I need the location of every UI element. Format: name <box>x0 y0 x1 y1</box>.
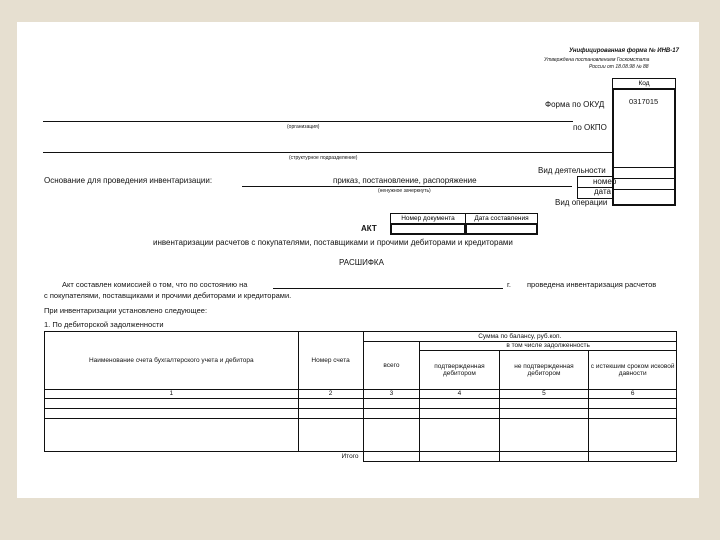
date-label: дата <box>594 187 611 196</box>
col-expired-header: с истекшим сроком исковой давности <box>589 351 677 390</box>
doc-number-header: Номер документа <box>390 213 466 224</box>
appendix-title: РАСШИФКА <box>339 258 384 267</box>
org-line <box>43 121 573 122</box>
basis-caption: (ненужное зачеркнуть) <box>378 188 431 194</box>
body-line1-right: проведена инвентаризация расчетов <box>527 280 657 289</box>
num-cell: 6 <box>589 390 677 399</box>
doc-date-cell <box>465 223 538 235</box>
table-row <box>45 409 677 419</box>
body-line3: При инвентаризации установлено следующее: <box>44 306 208 315</box>
table-row <box>45 390 677 399</box>
table-row <box>45 399 677 409</box>
col-total-header: всего <box>363 342 420 390</box>
table-row <box>45 419 677 452</box>
act-subtitle: инвентаризации расчетов с покупателями, поставщиками и прочими дебиторами и кредиторами <box>153 238 513 247</box>
form-sheet <box>17 22 699 498</box>
okud-code: 0317015 <box>629 97 659 106</box>
approved-line2: России от 18.08.98 № 88 <box>589 64 649 70</box>
col-number-header: Номер счета <box>298 332 363 390</box>
form-name: Унифицированная форма № ИНВ-17 <box>569 48 679 54</box>
num-cell: 1 <box>45 390 299 399</box>
org-caption: (организация) <box>287 124 320 130</box>
total-label: Итого <box>341 453 359 461</box>
act-title: АКТ <box>361 224 377 233</box>
activity-label: Вид деятельности <box>538 166 606 175</box>
section1-title: 1. По дебиторской задолженности <box>44 320 164 329</box>
sum-header: Сумма по балансу, руб.коп. <box>363 332 676 342</box>
num-cell: 2 <box>298 390 363 399</box>
col-confirmed-header: подтвержденная дебитором <box>420 351 499 390</box>
num-cell: 4 <box>420 390 499 399</box>
num-cell: 5 <box>499 390 589 399</box>
basis-line <box>242 186 572 187</box>
body-line1-left: Акт составлен комиссией о том, что по состоянию на <box>62 280 248 289</box>
body-line1-g: г. <box>507 280 511 289</box>
col-unconfirmed-header: не подтвержденная дебитором <box>499 351 589 390</box>
num-cell: 3 <box>363 390 420 399</box>
division-caption: (структурное подразделение) <box>289 155 358 161</box>
division-line <box>43 152 613 153</box>
basis-value: приказ, постановление, распоряжение <box>333 176 477 185</box>
doc-number-cell <box>390 223 466 235</box>
incl-header: в том числе задолженность <box>420 342 677 351</box>
approved-line1: Утверждена постановлением Госкомстата <box>544 57 650 63</box>
col-name-header: Наименование счета бухгалтерского учета и дебитора <box>45 332 299 390</box>
total-row <box>45 452 677 462</box>
okpo-label: по ОКПО <box>573 123 607 132</box>
kod-header: Код <box>612 78 676 89</box>
okud-label: Форма по ОКУД <box>545 100 605 109</box>
doc-date-header: Дата составления <box>465 213 538 224</box>
number-label: номер <box>593 177 617 186</box>
basis-label: Основание для проведения инвентаризации: <box>44 176 213 185</box>
body-line2: с покупателями, поставщиками и прочими дебиторами и кредиторами. <box>44 291 292 300</box>
debtor-table <box>44 331 677 462</box>
operation-label: Вид операции <box>555 198 608 207</box>
